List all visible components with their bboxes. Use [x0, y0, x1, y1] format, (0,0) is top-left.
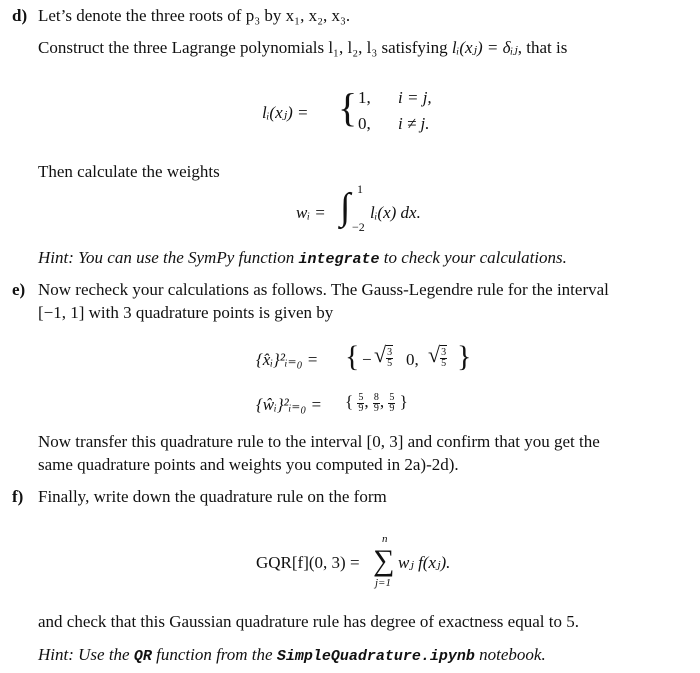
part-f-line2: and check that this Gaussian quadrature rule has degree of exactness equal to 5. [38, 612, 579, 631]
sqrt-1-den: 5 [387, 357, 393, 369]
sqrt-2-arg [440, 345, 447, 369]
part-d-label: d) [12, 6, 28, 25]
quad-points-lhs: {x̂ᵢ}²ᵢ₌₀ = [256, 350, 319, 369]
weights-brace-close: } [399, 392, 408, 411]
quad-weights-set [345, 392, 408, 414]
weights-text: Then calculate the weights [38, 162, 220, 181]
hint-sympy [38, 248, 567, 268]
points-zero: 0, [406, 350, 419, 369]
sqrt-1-num: 3 [387, 346, 393, 358]
part-d-construct [38, 38, 567, 58]
integral-sign: ∫ [340, 186, 351, 228]
case-1-condition: i = j, [398, 88, 432, 107]
points-minus: − [362, 350, 372, 369]
construct-tail: , that is [517, 38, 568, 57]
w0-den: 9 [358, 402, 364, 414]
gqr-lhs: GQR[f](0, 3) = [256, 553, 360, 572]
hint-qr-code: QR [133, 648, 152, 665]
weight-lhs: wᵢ = [296, 203, 326, 222]
gqr-rhs: wⱼ f(xⱼ). [398, 553, 451, 572]
sum-sign: ∑ [373, 544, 395, 577]
case-2-value: 0, [358, 114, 371, 133]
points-brace-open: { [345, 340, 360, 373]
transfer-line1: Now transfer this quadrature rule to the interval [0, 3] and confirm that you get the [38, 432, 600, 451]
sqrt-2 [428, 342, 447, 369]
sqrt-2-num: 3 [441, 346, 447, 358]
part-f-label: f) [12, 487, 24, 506]
w1-num: 8 [373, 391, 379, 403]
hint-sympy-code: integrate [298, 251, 380, 268]
w2-den: 9 [389, 402, 395, 414]
hint-qr-text: Hint: Use the [38, 645, 134, 664]
hint-qr-mid: function from the [151, 645, 277, 664]
quad-weights-lhs: {ŵᵢ}²ᵢ₌₀ = [256, 395, 323, 414]
part-e-label: e) [12, 280, 26, 299]
hint-sympy-text: Hint: You can use the SymPy function [38, 248, 299, 267]
weights-brace-open: { [345, 392, 354, 411]
hint-qr-tail: notebook. [474, 645, 546, 664]
case-2-condition: i ≠ j. [398, 114, 430, 133]
sum-upper: n [382, 533, 388, 545]
sqrt-1-arg [386, 345, 393, 369]
hint-notebook-code: SimpleQuadrature.ipynb [276, 648, 475, 665]
comma-2: , [379, 392, 385, 411]
sqrt-2-den: 5 [441, 357, 447, 369]
kronecker-condition: lᵢ(xⱼ) = δᵢⱼ [451, 38, 518, 57]
sum-lower: j=1 [375, 577, 391, 589]
hint-qr [38, 645, 546, 665]
part-f-line1: Finally, write down the quadrature rule on the form [38, 487, 387, 506]
case-1-value: 1, [358, 88, 371, 107]
w0-num: 5 [358, 391, 364, 403]
sqrt-2-sign: √ [428, 342, 441, 367]
transfer-line2: same quadrature points and weights you computed in 2a)-2d). [38, 455, 459, 474]
comma-1: , [364, 392, 369, 411]
part-e-line2: [−1, 1] with 3 quadrature points is given by [38, 303, 334, 322]
case-brace: { [338, 85, 358, 130]
w2-num: 5 [389, 391, 395, 403]
integral-upper: 1 [357, 182, 363, 196]
sqrt-1-sign: √ [374, 342, 387, 367]
sqrt-1 [374, 342, 393, 369]
part-d-intro: Let’s denote the three roots of p₃ by x₁, x₂, x₃. [38, 6, 351, 25]
hint-sympy-tail: to check your calculations. [379, 248, 567, 267]
lagrange-lhs: lᵢ(xⱼ) = [262, 103, 309, 122]
integrand: lᵢ(x) dx. [370, 203, 421, 222]
w1-den: 9 [373, 402, 379, 414]
points-brace-close: } [457, 340, 472, 373]
integral-lower: −2 [352, 220, 365, 234]
part-e-line1: Now recheck your calculations as follows. The Gauss-Legendre rule for the interval [38, 280, 609, 299]
construct-text: Construct the three Lagrange polynomials l₁, l₂, l₃ satisfying [38, 38, 452, 57]
